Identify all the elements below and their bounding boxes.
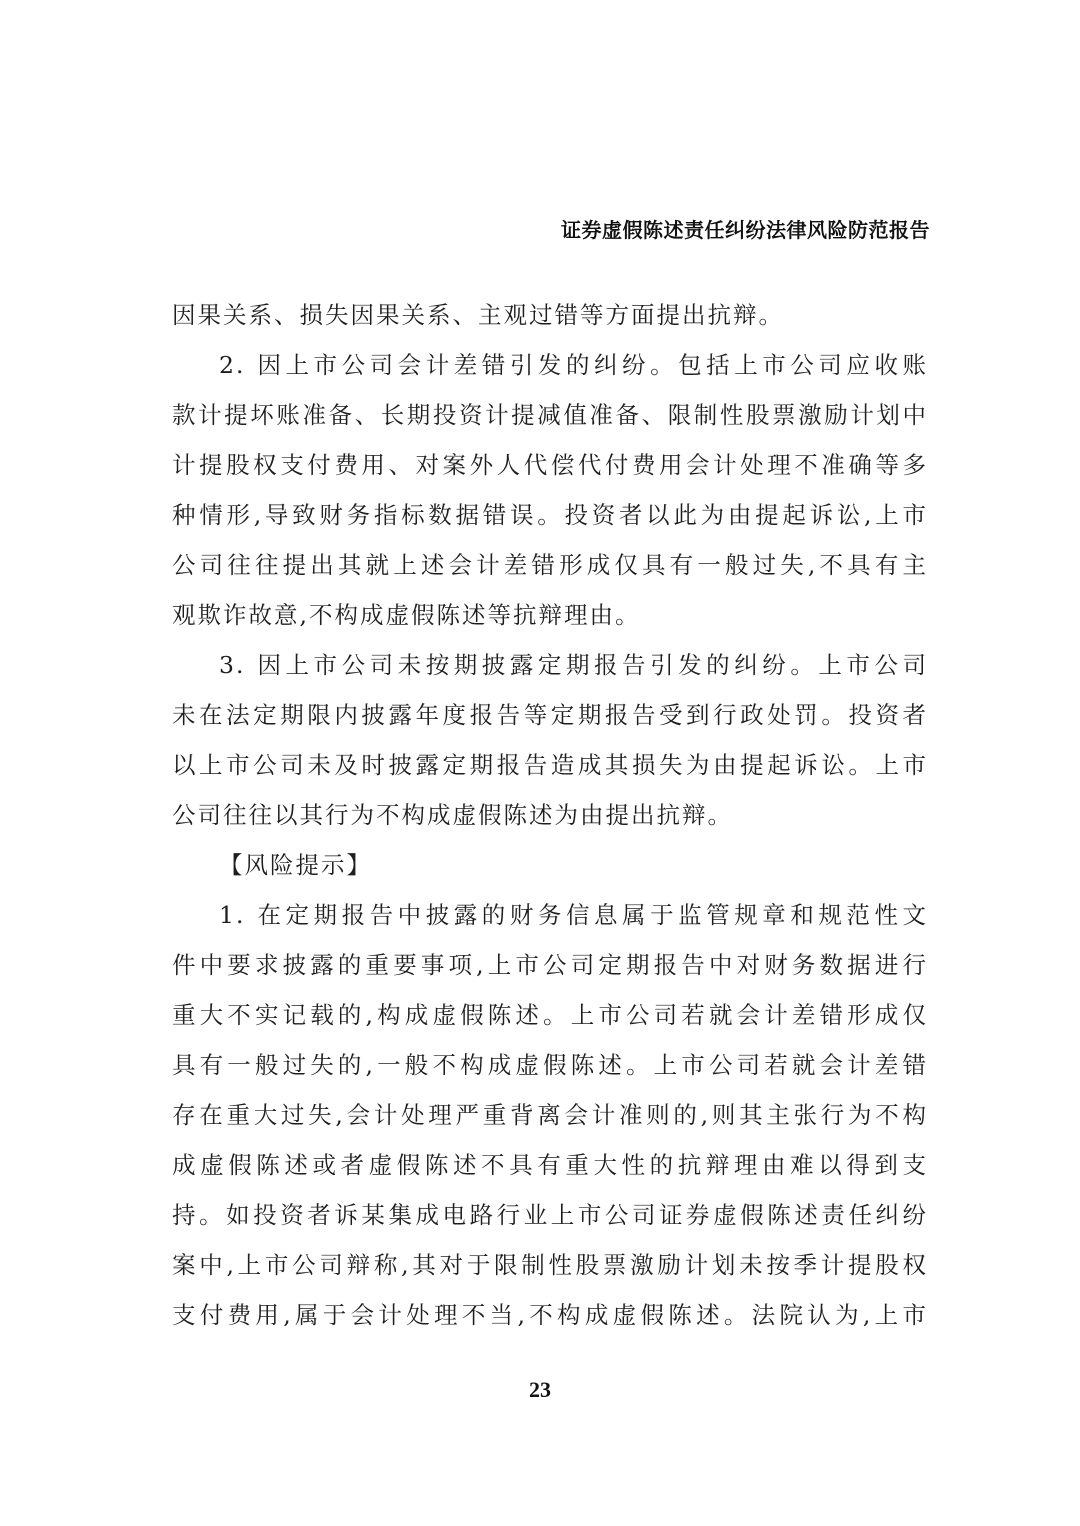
text-line: 公司往往以其行为不构成虚假陈述为由提出抗辩。 bbox=[172, 801, 733, 829]
text-line: 2. 因上市公司会计差错引发的纠纷。包括上市公司应收账 bbox=[219, 351, 928, 379]
text-line: 件中要求披露的重要事项,上市公司定期报告中对财务数据进行 bbox=[172, 951, 928, 979]
text-line: 支付费用,属于会计处理不当,不构成虚假陈述。法院认为,上市 bbox=[172, 1301, 928, 1329]
text-line: 观欺诈故意,不构成虚假陈述等抗辩理由。 bbox=[172, 601, 641, 629]
text-line: 具有一般过失的,一般不构成虚假陈述。上市公司若就会计差错 bbox=[172, 1051, 928, 1079]
text-line: 款计提坏账准备、长期投资计提减值准备、限制性股票激励计划中 bbox=[172, 401, 928, 429]
text-line: 案中,上市公司辩称,其对于限制性股票激励计划未按季计提股权 bbox=[172, 1251, 928, 1279]
text-line: 3. 因上市公司未按期披露定期报告引发的纠纷。上市公司 bbox=[219, 651, 928, 679]
text-line: 公司往往提出其就上述会计差错形成仅具有一般过失,不具有主 bbox=[172, 551, 928, 579]
text-line: 未在法定期限内披露年度报告等定期报告受到行政处罚。投资者 bbox=[172, 701, 928, 729]
section-heading-risk-tips: 【风险提示】 bbox=[219, 851, 372, 879]
text-line: 存在重大过失,会计处理严重背离会计准则的,则其主张行为不构 bbox=[172, 1101, 928, 1129]
text-line: 计提股权支付费用、对案外人代偿代付费用会计处理不准确等多 bbox=[172, 451, 928, 479]
running-header-title: 证券虚假陈述责任纠纷法律风险防范报告 bbox=[561, 218, 930, 242]
body-text bbox=[172, 290, 928, 1340]
text-line: 1. 在定期报告中披露的财务信息属于监管规章和规范性文 bbox=[219, 901, 928, 929]
text-line: 持。如投资者诉某集成电路行业上市公司证券虚假陈述责任纠纷 bbox=[172, 1201, 928, 1229]
text-line: 因果关系、损失因果关系、主观过错等方面提出抗辩。 bbox=[172, 301, 784, 329]
text-line: 以上市公司未及时披露定期报告造成其损失为由提起诉讼。上市 bbox=[172, 751, 928, 779]
text-line: 重大不实记载的,构成虚假陈述。上市公司若就会计差错形成仅 bbox=[172, 1001, 928, 1029]
text-line: 成虚假陈述或者虚假陈述不具有重大性的抗辩理由难以得到支 bbox=[172, 1151, 928, 1179]
text-line: 种情形,导致财务指标数据错误。投资者以此为由提起诉讼,上市 bbox=[172, 501, 928, 529]
page-number: 23 bbox=[529, 1377, 551, 1402]
